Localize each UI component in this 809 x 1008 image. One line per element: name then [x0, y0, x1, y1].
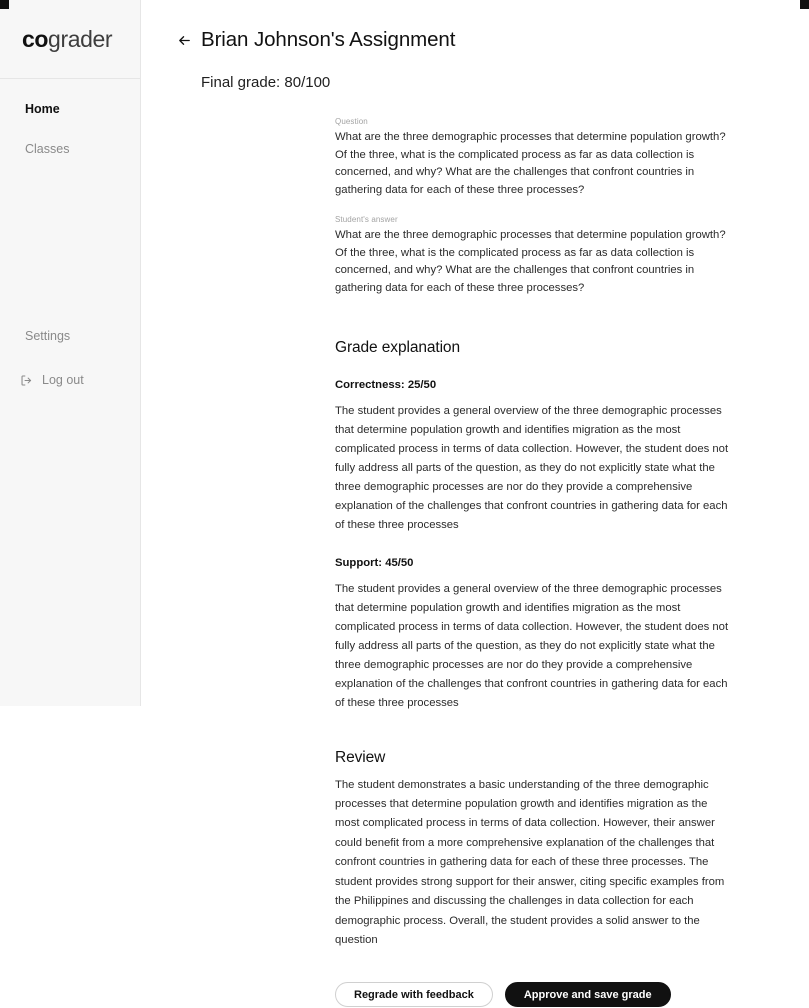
main-content	[141, 0, 809, 1002]
brand-suffix: grader	[48, 25, 113, 52]
brand-prefix: co	[22, 25, 49, 52]
student-answer-block	[335, 215, 733, 297]
brand-text	[22, 25, 113, 52]
sidebar-item-settings-label: Settings	[25, 329, 71, 343]
page-header	[141, 0, 809, 91]
student-answer-label: Student's answer	[335, 215, 398, 225]
sidebar-item-home-label: Home	[25, 102, 60, 116]
criterion-support	[335, 557, 733, 713]
criterion-correctness-title: Correctness: 25/50	[335, 379, 437, 392]
grade-explanation-heading: Grade explanation	[335, 339, 460, 357]
question-text: What are the three demographic processes that determine population growth? Of the three, what is the complicated process as far as data collection is concerned, and why? What are the challenges that confront countries in gathering data for each of these three processes?	[335, 131, 726, 196]
student-answer-text: What are the three demographic processes that determine population growth? Of the three, what is the complicated process as far as data collection is concerned, and why? What are the challenges that confront countries in gathering data for each of these three processes?	[335, 229, 726, 294]
approve-and-save-grade-button[interactable]: Approve and save grade	[505, 982, 671, 1007]
window-corner-top-right	[800, 0, 809, 9]
sidebar-item-home[interactable]	[0, 95, 140, 123]
arrow-left-icon[interactable]	[176, 32, 192, 48]
content-inner	[335, 117, 733, 1007]
sidebar-item-classes[interactable]	[0, 135, 140, 163]
criterion-correctness	[335, 379, 733, 535]
question-block	[335, 117, 733, 199]
sidebar-item-settings[interactable]	[0, 322, 140, 350]
final-grade: Final grade: 80/100	[201, 74, 331, 92]
criterion-support-body: The student provides a general overview of the three demographic processes that determine population growth and identifies migration as the most complicated process in terms of data collection. However, the student does not fully address all parts of the question, as they do not explicitly state what the three demographic processes are nor do they provide a comprehensive explanation of the challenges that confront countries in gathering data for each of these three processes	[335, 582, 729, 709]
title-row	[176, 14, 809, 66]
sidebar-item-logout-label: Log out	[42, 373, 84, 387]
content-column	[141, 117, 809, 1007]
window-corner-top-left	[0, 0, 9, 9]
sidebar-primary-nav	[0, 79, 140, 163]
brand-logo[interactable]	[0, 0, 140, 79]
review-heading: Review	[335, 748, 386, 766]
action-buttons	[335, 982, 733, 1007]
review-body: The student demonstrates a basic understanding of the three demographic processes that determine population growth and identifies migration as the most complicated process in terms of data collection. However, their answer could benefit from a more comprehensive explanation of the challenges that confront countries in gathering data for each of these three processes. The student provides strong support for their answer, citing specific examples from the Philippines and discussing the challenges in data collection for each demographic process. Overall, the student provides a solid answer to the question	[335, 778, 725, 946]
regrade-with-feedback-button[interactable]: Regrade with feedback	[335, 982, 493, 1007]
sidebar-secondary-nav	[0, 322, 140, 706]
review-block	[335, 749, 733, 951]
criterion-support-title: Support: 45/50	[335, 556, 414, 569]
sidebar-item-logout[interactable]	[0, 366, 140, 394]
sidebar	[0, 0, 141, 706]
criterion-correctness-body: The student provides a general overview of the three demographic processes that determine population growth and identifies migration as the most complicated process in terms of data collection. However, the student does not fully address all parts of the question, as they do not explicitly state what the three demographic processes are nor do they provide a comprehensive explanation of the challenges that confront countries in gathering data for each of these three processes	[335, 405, 729, 531]
page-title: Brian Johnson's Assignment	[201, 27, 456, 51]
logout-icon	[20, 374, 33, 387]
question-label: Question	[335, 117, 368, 127]
sidebar-item-classes-label: Classes	[25, 142, 70, 156]
